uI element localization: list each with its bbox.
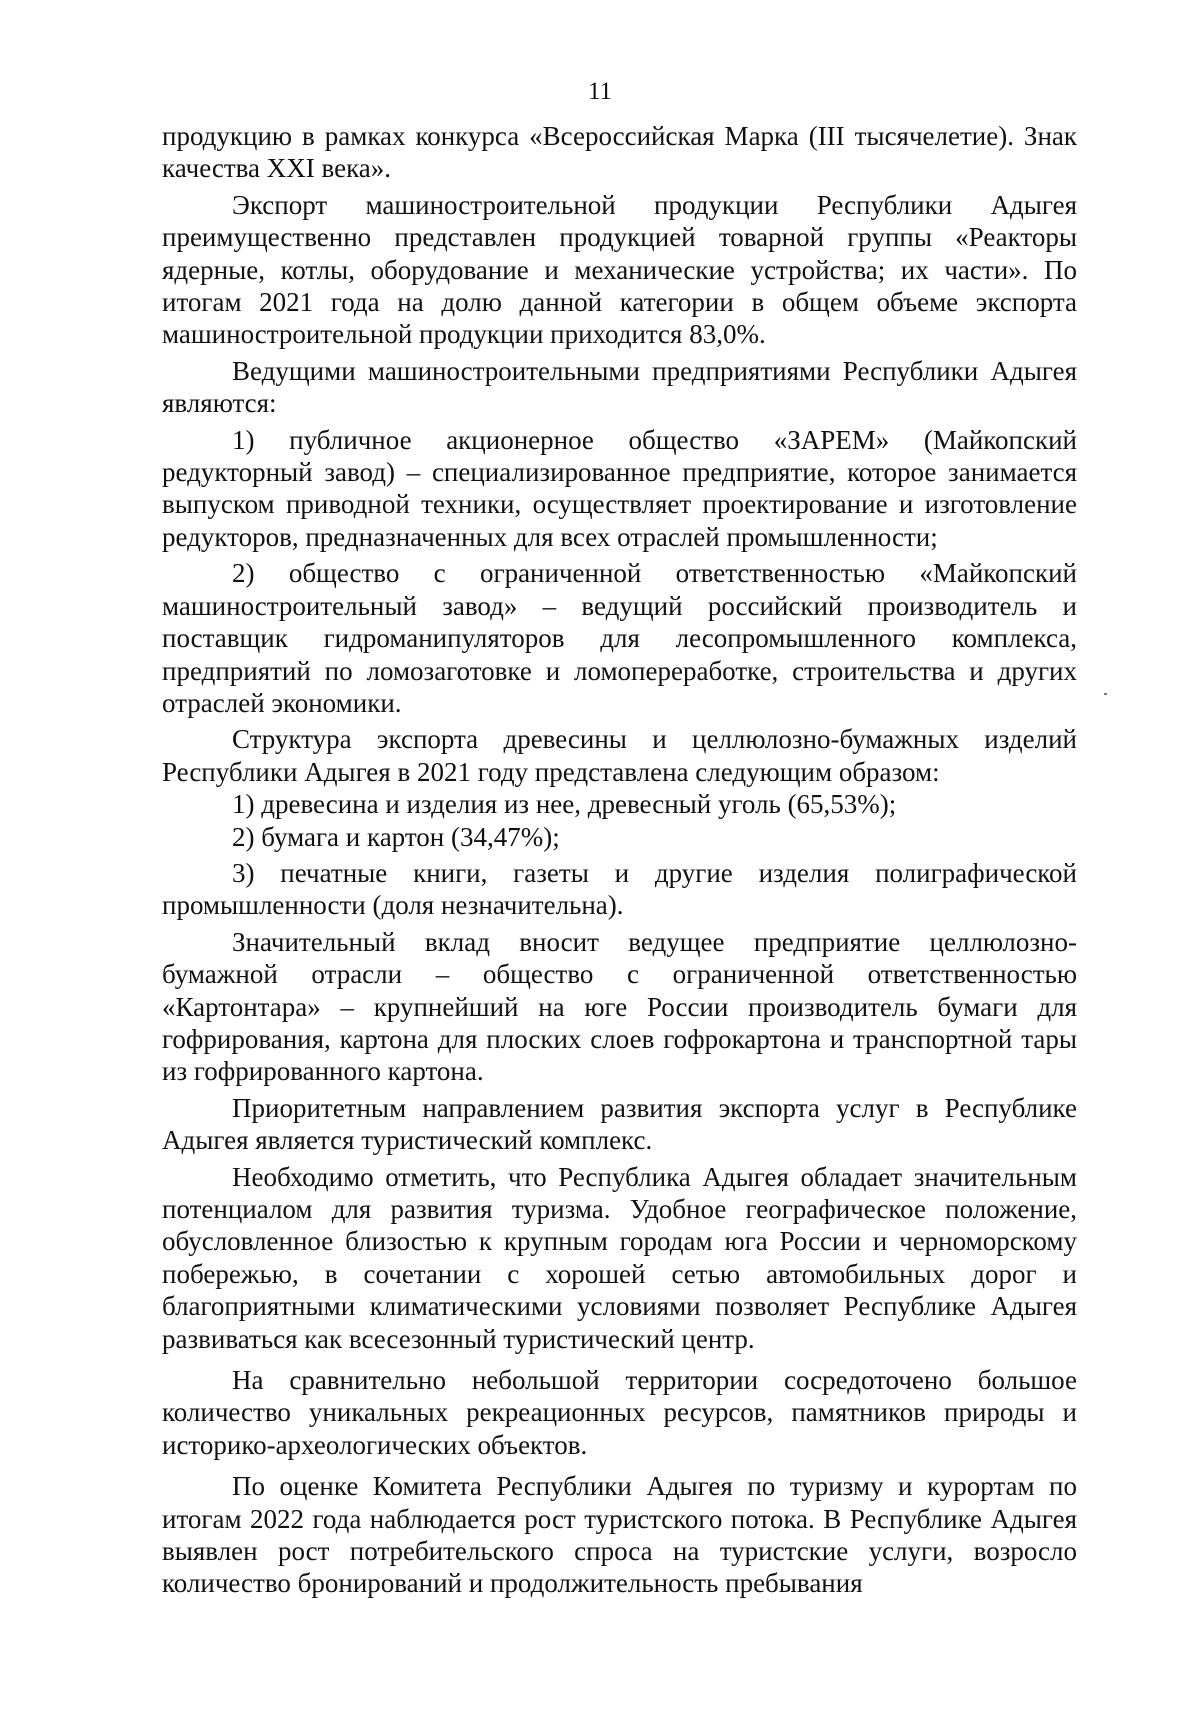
list-item-printed: 3) печатные книги, газеты и другие изделия полиграфической промышленности (доля незначительна).: [162, 857, 1077, 921]
paragraph-kartontara: Значительный вклад вносит ведущее предприятие целлюлозно-бумажной отрасли – общество с ограниченной ответственностью «Картонтара» – крупнейший на юге России производитель бумаги для гофрирования, картона для плоских слоев гофрокартона и транспортной тары из гофрированного картона.: [162, 926, 1077, 1087]
paragraph-tourism-priority: Приоритетным направлением развития экспорта услуг в Республике Адыгея является туристический комплекс.: [162, 1092, 1077, 1156]
paragraph-machinery-export: Экспорт машиностроительной продукции Республики Адыгея преимущественно представлен продукцией товарной группы «Реакторы ядерные, котлы, оборудование и механические устройства; их части». По итогам 2021 года на долю данной категории в общем объеме экспорта машиностроительной продукции приходится 83,0%.: [162, 189, 1077, 350]
paragraph-wood-export-structure: Структура экспорта древесины и целлюлозно-бумажных изделий Республики Адыгея в 2021 году представлена следующим образом:: [162, 724, 1077, 787]
scan-speck: [1104, 693, 1107, 695]
paragraph-recreational-resources: На сравнительно небольшой территории сосредоточено большое количество уникальных рекреационных ресурсов, памятников природы и историко-археологических объектов.: [162, 1365, 1077, 1460]
list-item-wood: 1) древесина и изделия из нее, древесный уголь (65,53%);: [232, 789, 897, 820]
page-number: 11: [587, 78, 613, 105]
paragraph-tourism-committee: По оценке Комитета Республики Адыгея по туризму и курортам по итогам 2022 года наблюдается рост туристского потока. В Республике Адыгея выявлен рост потребительского спроса на туристские услуги, возросло количество бронирований и продолжительность пребывания: [162, 1471, 1077, 1599]
list-item-mmz: 2) общество с ограниченной ответственностью «Майкопский машиностроительный завод» – ведущий российский производитель и поставщик гидроманипуляторов для лесопромышленного комплекса, предприятий по ломозаготовке и ломопереработке, строительства и других отраслей экономики.: [162, 558, 1077, 718]
list-item-paper: 2) бумага и картон (34,47%);: [232, 821, 560, 852]
list-item-zarem: 1) публичное акционерное общество «ЗАРЕМ» (Майкопский редукторный завод) – специализированное предприятие, которое занимается выпуском приводной техники, осуществляет проектирование и изготовление редукторов, предназначенных для всех отраслей промышленности;: [162, 424, 1077, 552]
document-body: [162, 120, 1077, 1600]
paragraph-tourism-potential: Необходимо отметить, что Республика Адыгея обладает значительным потенциалом для развития туризма. Удобное географическое положение, обусловленное близостью к крупным городам юга России и черноморскому побережью, в сочетании с хорошей сетью автомобильных дорог и благоприятными климатическими условиями позволяет Республике Адыгея развиваться как всесезонный туристический центр.: [162, 1161, 1077, 1354]
paragraph-leading-enterprises: Ведущими машиностроительными предприятиями Республики Адыгея являются:: [162, 355, 1077, 419]
paragraph-continuation: продукцию в рамках конкурса «Всероссийская Марка (III тысячелетие). Знак качества XXI века».: [162, 121, 1077, 184]
